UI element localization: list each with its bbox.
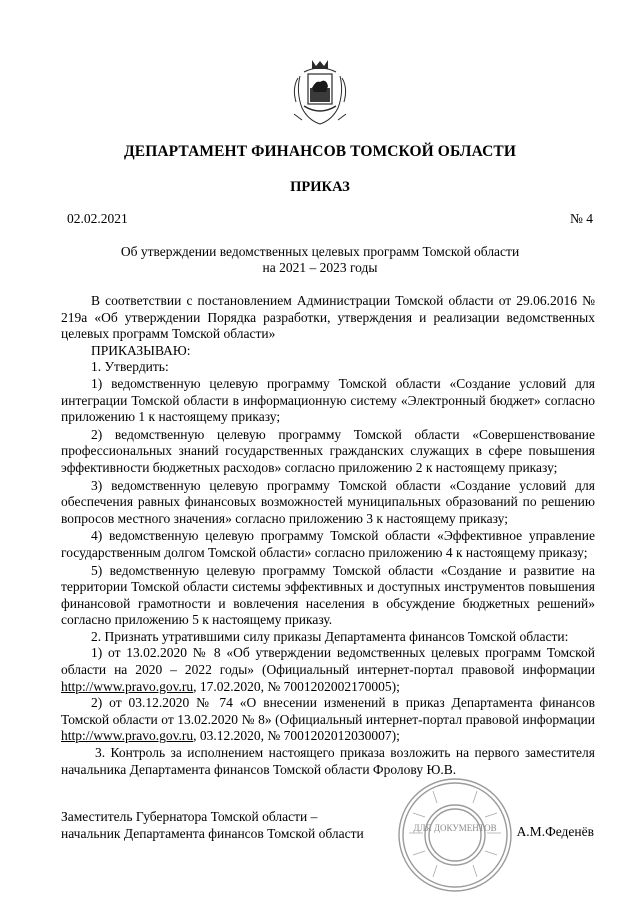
item-2-2-tail: , 03.12.2020, № 7001202012030007); [193,728,400,744]
subject-line: Об утверждении ведомственных целевых программ Томской области [120,244,520,259]
item-2-2 [61,695,595,745]
signatory-name: А.М.Феденёв [516,824,594,839]
pravo-link[interactable]: http://www.pravo.gov.ru [61,678,194,694]
item-1-4: 4) ведомственную целевую программу Томской области «Эффективное управление государственным долгом Томской области» согласно приложению 4 к настоящему приказу; [61,528,595,560]
item-1-2: 2) ведомственную целевую программу Томской области «Совершенствование профессиональных знаний государственных гражданских служащих в сфере повышения эффективности бюджетных расходов» согласно приложению 2 к настоящему приказу; [61,426,595,475]
item-2-2-text: 2) от 03.12.2020 № 74 «О внесении изменений в приказ Департамента финансов Томской области от 13.02.2020 № 8» (Официальный интернет-портал правовой информации [61,695,595,727]
pravo-link[interactable]: http://www.pravo.gov.ru [61,728,194,744]
official-seal-stamp-icon [395,775,515,895]
item-2-1 [61,645,595,695]
document-date: 02.02.2021 [67,211,128,226]
item-3: 3. Контроль за исполнением настоящего приказа возложить на первого заместителя начальника Департамента финансов Томской области Фролову Ю.В. [61,745,595,777]
document-subject [100,244,540,276]
document-number: № 4 [569,211,593,226]
item-2-1-tail: , 17.02.2020, № 7001202002170005); [193,678,400,694]
subject-line: на 2021 – 2023 годы [262,260,378,275]
order-word: ПРИКАЗЫВАЮ: [91,342,191,358]
preamble-paragraph: В соответствии с постановлением Администрации Томской области от 29.06.2016 № 219а «Об утверждении Порядка разработки, утверждения и реализации ведомственных целевых программ Томской области» [61,293,595,342]
position-line: Заместитель Губернатора Томской области – [61,809,318,824]
item-1-1: 1) ведомственную целевую программу Томской области «Создание условий для интеграции Томской области в информационную систему «Электронный бюджет» согласно приложению 1 к настоящему приказу; [61,375,595,425]
item-1-3: 3) ведомственную целевую программу Томской области «Создание условий для обеспечения равных финансовых возможностей муниципальных образований по решению вопросов местного значения» согласно приложению 3 к настоящему приказу; [61,477,595,526]
document-body [61,293,595,778]
item-2-1-text: 1) от 13.02.2020 № 8 «Об утверждении ведомственных целевых программ Томской области на 2020 – 2022 годы» (Официальный интернет-портал правовой информации [61,645,595,678]
organization-name: ДЕПАРТАМЕНТ ФИНАНСОВ ТОМСКОЙ ОБЛАСТИ [124,143,516,160]
signatory-position [61,808,364,842]
document-type: ПРИКАЗ [290,179,350,195]
item-2-title: 2. Признать утратившими силу приказы Департамента финансов Томской области: [91,628,569,644]
coat-of-arms-icon [290,58,350,128]
item-1-title: 1. Утвердить: [91,359,169,375]
stamp-text: ДЛЯ ДОКУМЕНТОВ [413,823,497,833]
item-1-5: 5) ведомственную целевую программу Томской области «Создание и развитие на территории Томской области системы эффективных и доступных инструментов повышения финансовой грамотности и вовлечения населения в обсуждение бюджетных решений» согласно приложению 5 к настоящему приказу. [61,562,595,628]
position-line: начальник Департамента финансов Томской области [61,826,364,841]
